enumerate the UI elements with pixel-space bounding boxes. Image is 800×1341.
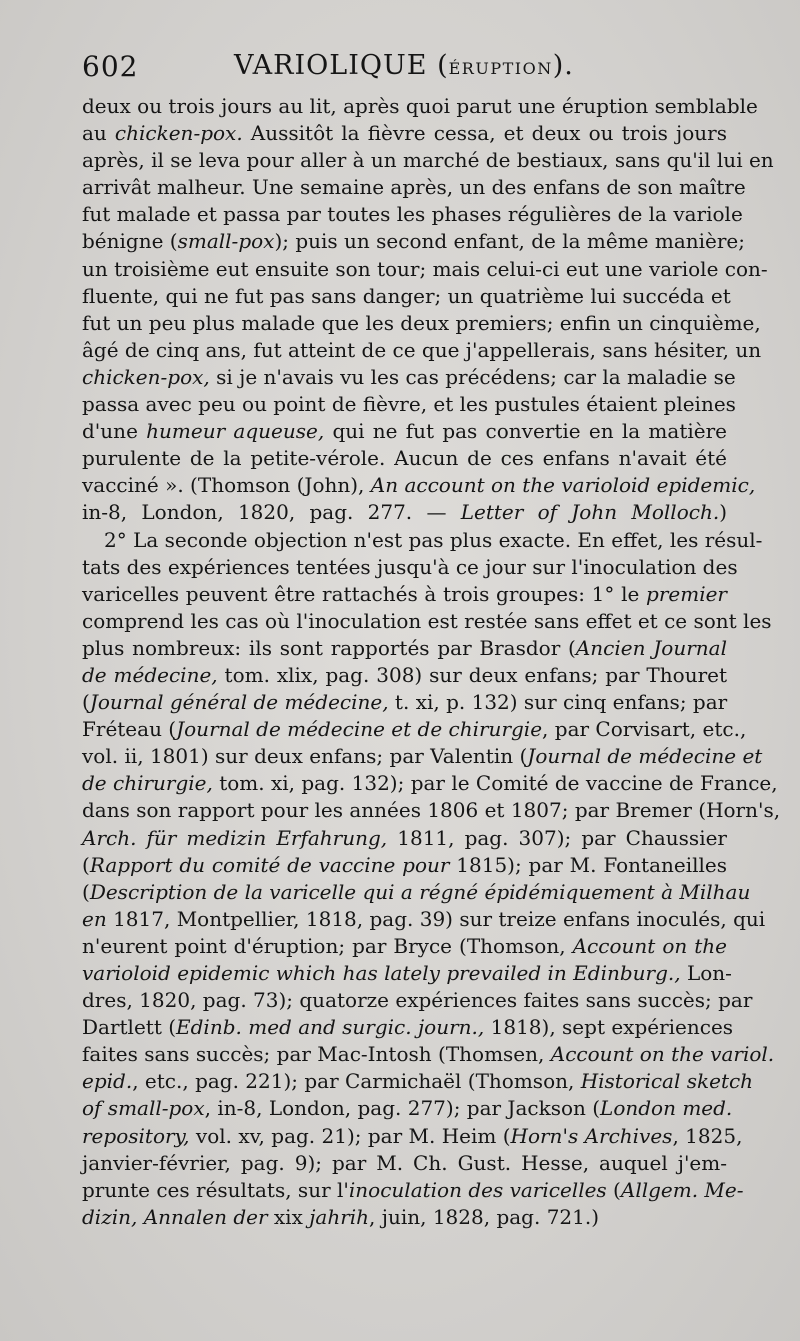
text-line bbox=[82, 1150, 727, 1177]
text-line bbox=[82, 228, 745, 255]
italic-text: Account on the variol. bbox=[550, 1042, 775, 1067]
text-line bbox=[82, 256, 768, 283]
text-segment: qui ne fut pas convertie en la matière bbox=[324, 419, 727, 444]
text-line bbox=[82, 716, 747, 743]
text-line bbox=[82, 554, 738, 581]
text-segment: ( bbox=[82, 690, 90, 715]
text-line bbox=[82, 933, 727, 960]
text-segment: xix bbox=[267, 1204, 310, 1229]
text-line bbox=[82, 174, 746, 201]
italic-text: chicken-pox, bbox=[82, 364, 210, 389]
italic-text: Edinb. med and surgic. journ., bbox=[176, 1015, 485, 1040]
running-head-subtitle: ÉRUPTION bbox=[448, 59, 553, 78]
text-segment: n'eurent point d'éruption; par Bryce (Thomson, bbox=[82, 933, 573, 958]
text-segment: 1818), sept expériences bbox=[484, 1015, 734, 1040]
italic-text: en bbox=[82, 906, 107, 931]
text-line bbox=[82, 418, 727, 445]
text-segment: 2° La seconde objection n'est pas plus exacte. En effet, les résul- bbox=[104, 527, 763, 552]
text-segment: purulente de la petite-vérole. Aucun de ces enfans n'avait été bbox=[82, 446, 727, 471]
text-segment: comprend les cas où l'inoculation est restée sans effet et ce sont les bbox=[82, 608, 772, 633]
text-segment: Dartlett ( bbox=[82, 1015, 177, 1040]
text-segment: bénigne ( bbox=[82, 229, 178, 254]
text-segment: vol. ii, 1801) sur deux enfans; par Valentin ( bbox=[82, 744, 528, 769]
running-head: VARIOLIQUE (ÉRUPTION). bbox=[234, 50, 574, 81]
text-segment: fut malade et passa par toutes les phases régulières de la variole bbox=[82, 202, 743, 227]
text-segment: Fréteau ( bbox=[82, 717, 177, 742]
text-line bbox=[82, 445, 727, 472]
text-segment: au bbox=[82, 121, 115, 146]
italic-text: of small-pox bbox=[82, 1096, 205, 1121]
text-line bbox=[82, 1041, 775, 1068]
text-segment: , etc., pag. 221); par Carmichaël (Thomson, bbox=[132, 1069, 581, 1094]
text-segment: ) bbox=[719, 500, 727, 525]
italic-text: Allgem. Me- bbox=[620, 1177, 744, 1202]
italic-text: de médecine, bbox=[82, 662, 218, 687]
text-line bbox=[82, 852, 727, 879]
italic-text: Account on the bbox=[572, 933, 728, 958]
text-segment: tom. xi, pag. 132); par le Comité de vaccine de France, bbox=[212, 771, 778, 796]
italic-text: epid. bbox=[82, 1069, 133, 1094]
italic-text: premier bbox=[646, 581, 727, 606]
italic-text: jahrih bbox=[309, 1204, 370, 1229]
text-segment: si je n'avais vu les cas précédens; car la maladie se bbox=[209, 364, 736, 389]
text-line bbox=[82, 527, 763, 554]
italic-text: repository, bbox=[82, 1123, 190, 1148]
italic-text: de chirurgie, bbox=[82, 771, 213, 796]
text-segment: t. xi, p. 132) sur cinq enfans; par bbox=[388, 690, 728, 715]
text-segment: faites sans succès; par Mac-Intosh (Thomsen, bbox=[82, 1042, 551, 1067]
text-line bbox=[82, 770, 778, 797]
text-line bbox=[82, 1068, 754, 1095]
text-line bbox=[82, 635, 727, 662]
text-segment: âgé de cinq ans, fut atteint de ce que j'appellerais, sans hésiter, un bbox=[82, 337, 762, 362]
text-segment: plus nombreux: ils sont rapportés par Brasdor ( bbox=[82, 635, 576, 660]
text-segment: tats des expériences tentées jusqu'à ce jour sur l'inoculation des bbox=[82, 554, 738, 579]
text-line bbox=[82, 310, 761, 337]
text-line bbox=[82, 797, 781, 824]
text-segment: Lon- bbox=[680, 961, 732, 985]
text-segment: prunte ces résultats, sur l' bbox=[82, 1177, 349, 1202]
italic-text: An account on the varioloid epidemic, bbox=[370, 473, 756, 498]
text-segment: in-8, London, 1820, pag. 277. — bbox=[82, 500, 461, 525]
text-line bbox=[82, 201, 743, 228]
text-segment: un troisième eut ensuite son tour; mais celui-ci eut une variole con- bbox=[82, 256, 768, 281]
text-line bbox=[82, 364, 736, 391]
text-line bbox=[82, 987, 753, 1014]
text-line bbox=[82, 689, 727, 716]
body-text bbox=[82, 93, 781, 1231]
text-segment: 1817, Montpellier, 1818, pag. 39) sur treize enfans inoculés, qui bbox=[106, 906, 766, 931]
text-line bbox=[82, 825, 727, 852]
text-segment: ( bbox=[82, 852, 90, 877]
text-line bbox=[82, 1123, 743, 1150]
text-line bbox=[82, 1204, 727, 1231]
text-line bbox=[82, 1095, 733, 1122]
italic-text: dizin, Annalen der bbox=[82, 1204, 268, 1229]
text-segment: dans son rapport pour les années 1806 et 1807; par Bremer (Horn's, bbox=[82, 798, 781, 823]
text-line bbox=[82, 879, 751, 906]
text-line bbox=[82, 662, 727, 689]
text-line bbox=[82, 960, 732, 987]
text-line bbox=[82, 1177, 744, 1204]
text-line bbox=[82, 472, 756, 499]
text-line bbox=[82, 147, 774, 174]
text-segment: 1815); par M. Fontaneilles bbox=[449, 852, 727, 877]
text-segment: après, il se leva pour aller à un marché de bestiaux, sans qu'il lui en bbox=[82, 148, 774, 173]
text-segment: d'une bbox=[82, 419, 147, 444]
text-segment: , 1825, bbox=[672, 1123, 743, 1148]
text-segment: vacciné ». (Thomson (John), bbox=[82, 473, 371, 498]
italic-text: inoculation des varicelles bbox=[348, 1177, 607, 1202]
text-line bbox=[82, 743, 763, 770]
italic-text: Rapport du comité de vaccine pour bbox=[89, 852, 450, 877]
text-line bbox=[82, 1014, 734, 1041]
italic-text: Letter of John Molloch. bbox=[460, 500, 720, 525]
italic-text: varioloid epidemic which has lately prevailed in Edinburg., bbox=[82, 961, 681, 985]
italic-text: humeur aqueuse, bbox=[146, 419, 325, 444]
text-line bbox=[82, 391, 736, 418]
italic-text: London med. bbox=[600, 1096, 733, 1121]
text-segment: dres, 1820, pag. 73); quatorze expériences faites sans succès; par bbox=[82, 988, 753, 1013]
italic-text: Historical sketch bbox=[580, 1069, 754, 1094]
italic-text: Ancien Journal bbox=[575, 635, 727, 660]
text-segment: fut un peu plus malade que les deux premiers; enfin un cinquième, bbox=[82, 310, 761, 335]
italic-text: Journal de médecine et bbox=[527, 744, 763, 769]
text-segment: janvier-février, pag. 9); par M. Ch. Gust. Hesse, auquel j'em- bbox=[82, 1150, 727, 1175]
text-line bbox=[82, 581, 727, 608]
text-line bbox=[82, 906, 766, 933]
text-segment: , juin, 1828, pag. 721.) bbox=[369, 1204, 600, 1229]
italic-text: Journal général de médecine, bbox=[89, 690, 389, 715]
text-segment: 1811, pag. 307); par Chaussier bbox=[387, 825, 727, 850]
text-line bbox=[82, 499, 727, 526]
text-segment: fluente, qui ne fut pas sans danger; un quatrième lui succéda et bbox=[82, 283, 731, 308]
text-segment: ( bbox=[606, 1177, 621, 1202]
italic-text: Arch. für medizin Erfahrung, bbox=[82, 825, 388, 850]
italic-text: chicken-pox. bbox=[114, 121, 243, 146]
page-header bbox=[82, 48, 732, 88]
text-segment: varicelles peuvent être rattachés à trois groupes: 1° le bbox=[82, 581, 647, 606]
running-head-title: VARIOLIQUE bbox=[234, 50, 428, 81]
text-segment: passa avec peu ou point de fièvre, et les pustules étaient pleines bbox=[82, 392, 736, 417]
text-line bbox=[82, 93, 758, 120]
text-segment: ); puis un second enfant, de la même manière; bbox=[274, 229, 745, 254]
italic-text: Journal de médecine et de chirurgie bbox=[176, 717, 543, 742]
text-segment: Aussitôt la fièvre cessa, et deux ou trois jours bbox=[242, 121, 727, 146]
italic-text: Description de la varicelle qui a régné épidémiquement à Milhau bbox=[89, 879, 751, 904]
text-segment: vol. xv, pag. 21); par M. Heim ( bbox=[189, 1123, 511, 1148]
text-line bbox=[82, 608, 772, 635]
italic-text: small-pox bbox=[177, 229, 275, 254]
page-number: 602 bbox=[82, 50, 139, 83]
text-segment: , in-8, London, pag. 277); par Jackson ( bbox=[204, 1096, 601, 1121]
italic-text: Horn's Archives bbox=[510, 1123, 673, 1148]
text-segment: arrivât malheur. Une semaine après, un des enfans de son maître bbox=[82, 175, 746, 200]
text-segment: tom. xlix, pag. 308) sur deux enfans; par Thouret bbox=[217, 662, 728, 687]
text-segment: ( bbox=[82, 879, 90, 904]
text-segment: , par Corvisart, etc., bbox=[542, 717, 747, 742]
text-line bbox=[82, 337, 762, 364]
text-segment: deux ou trois jours au lit, après quoi parut une éruption semblable bbox=[82, 94, 758, 118]
text-line bbox=[82, 120, 727, 147]
text-line bbox=[82, 283, 731, 310]
